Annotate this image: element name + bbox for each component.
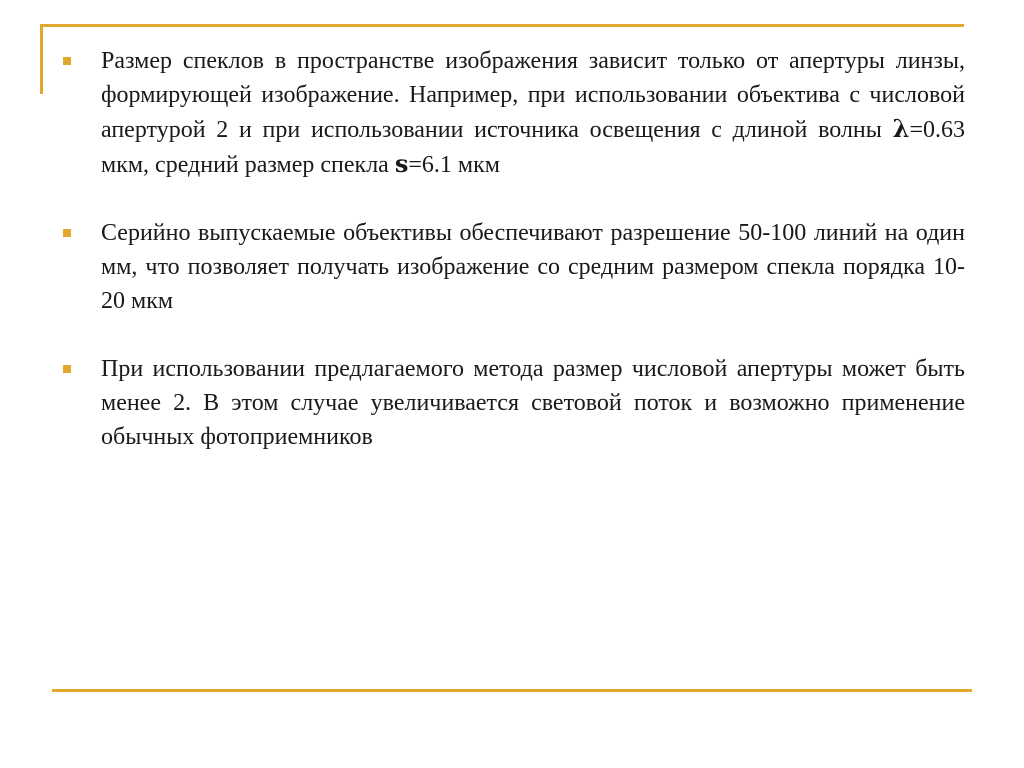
square-bullet-icon [63,57,71,65]
bullet-item-speckle-size [63,44,965,182]
bullet-text-part: =6.1 мкм [408,152,500,178]
decorative-top-line [40,24,964,27]
bullet-text-part: Размер спеклов в пространстве изображения зависит только от апертуры линзы, формирующей изображение. Например, при использовании объектива с числовой апертурой 2 и при использовании источника освещения с длиной волны [101,48,965,143]
bullet-text: Серийно выпускаемые объективы обеспечивают разрешение 50-100 линий на один мм, что позволяет получать изображение со средним размером спекла порядка 10-20 мкм [101,220,965,314]
square-bullet-icon [63,229,71,237]
bullet-item-proposed-method [63,352,965,454]
bullet-list [63,44,965,488]
bullet-text [101,44,965,182]
decorative-bottom-line [52,689,972,692]
square-bullet-icon [63,365,71,373]
bullet-text-part: =0.63 мкм, средний размер спекла [101,117,965,178]
lambda-symbol: λ [892,114,910,143]
bullet-text: При использовании предлагаемого метода размер числовой апертуры может быть менее 2. В этом случае увеличивается световой поток и возможно применение обычных фотоприемников [101,356,965,450]
decorative-left-line [40,24,43,94]
bullet-item-lens-resolution [63,216,965,318]
s-symbol: s [394,149,409,178]
